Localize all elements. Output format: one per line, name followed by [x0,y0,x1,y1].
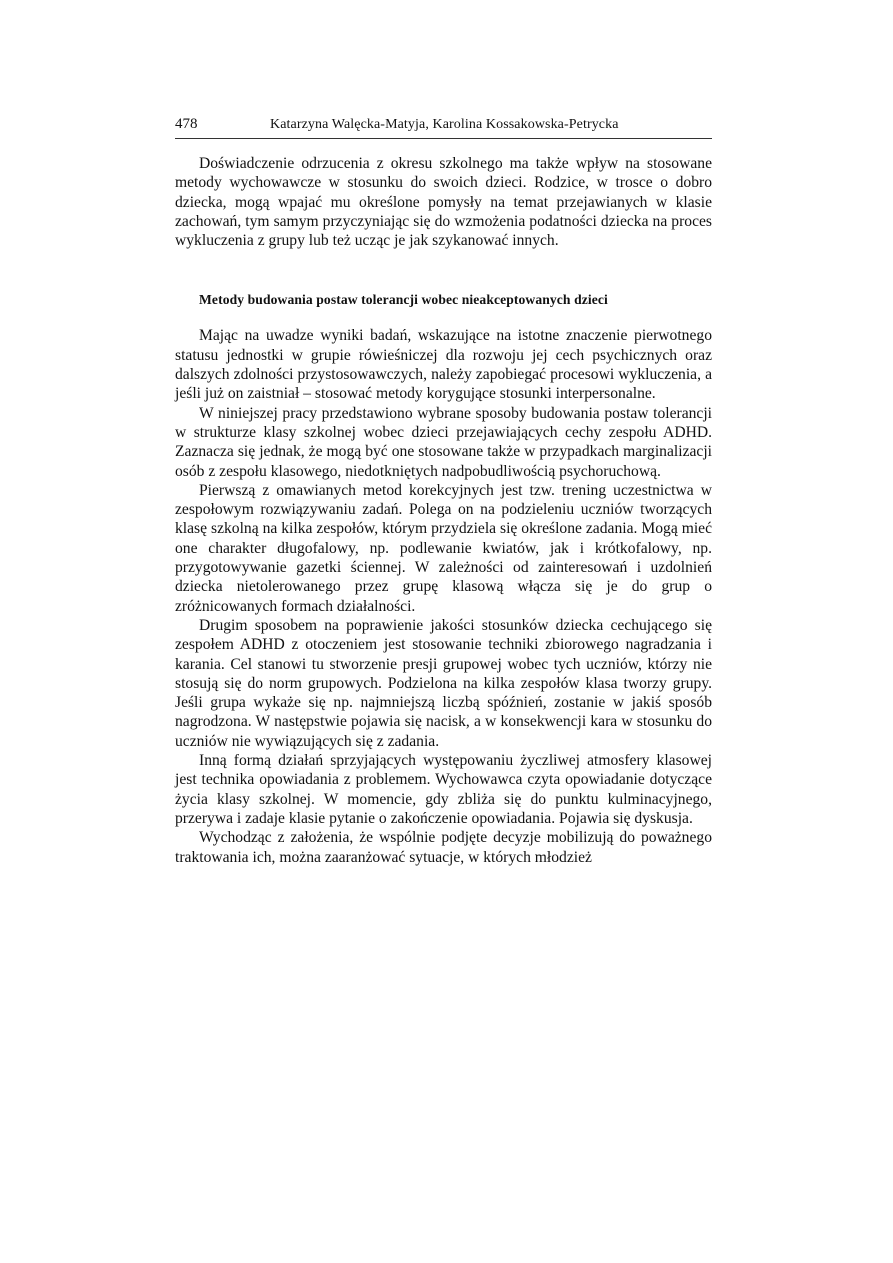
paragraph: Wychodząc z założenia, że wspólnie podjęte decyzje mobilizują do poważnego traktowania ich, można zaaranżować sytuacje, w których młodzież [175,829,712,866]
paragraph: Mając na uwadze wyniki badań, wskazujące na istotne znaczenie pierwotnego statusu jednostki w grupie rówieśniczej dla rozwoju jej cech psychicznych oraz dalszych zdolności przystosowawczych, należy zapobiegać procesowi wykluczenia, a jeśli już on zaistniał – stosować metody korygujące stosunki interpersonalne. [175,327,712,403]
document-page [175,116,712,867]
paragraph: Inną formą działań sprzyjających występowaniu życzliwej atmosfery klasowej jest technika opowiadania z problemem. Wychowawca czyta opowiadanie dotyczące życia klasy szkolnej. W momencie, gdy zbliża się do punktu kulminacyjnego, przerywa i zadaje klasie pytanie o zakończenie opowiadania. Pojawia się dyskusja. [175,752,712,827]
body-text [175,154,712,867]
page-number: 478 [175,116,198,132]
paragraph: W niniejszej pracy przedstawiono wybrane sposoby budowania postaw tolerancji w strukturze klasy szkolnej wobec dzieci przejawiających cechy zespołu ADHD. Zaznacza się jednak, że mogą być one stosowane także w przypadkach marginalizacji osób z zespołu klasowego, niedotkniętych nadpobudliwością psychoruchową. [175,404,712,480]
running-header-authors: Katarzyna Walęcka-Matyja, Karolina Kossakowska-Petrycka [270,117,619,132]
running-header [175,116,712,139]
paragraph: Drugim sposobem na poprawienie jakości stosunków dziecka cechującego się zespołem ADHD z otoczeniem jest stosowanie techniki zbiorowego nagradzania i karania. Cel stanowi tu stworzenie presji grupowej wobec tych uczniów, którzy nie stosują się do norm grupowych. Podzielona na kilka zespołów klasa tworzy grupy. Jeśli grupa wykaże się np. najmniejszą liczbą spóźnień, zostanie w jakiś sposób nagrodzona. W następstwie pojawia się nacisk, a w konsekwencji kara w stosunku do uczniów nie wywiązujących się z zadania. [175,616,712,750]
paragraph: Doświadczenie odrzucenia z okresu szkolnego ma także wpływ na stosowane metody wychowawcze w stosunku do swoich dzieci. Rodzice, w trosce o dobro dziecka, mogą wpajać mu określone pomysły na temat przejawianych w klasie zachowań, tym samym przyczyniając się do wzmożenia podatności dziecka na proces wykluczenia z grupy lub też ucząc je jak szykanować innych. [175,155,712,250]
section-heading: Metody budowania postaw tolerancji wobec nieakceptowanych dzieci [199,292,608,308]
paragraph: Pierwszą z omawianych metod korekcyjnych jest tzw. trening uczestnictwa w zespołowym rozwiązywaniu zadań. Polega on na podzieleniu uczniów tworzących klasę szkolną na kilka zespołów, którym przydziela się określone zadania. Mogą mieć one charakter długofalowy, np. podlewanie kwiatów, jak i krótkofalowy, np. przygotowywanie gazetki ściennej. W zależności od zainteresowań i uzdolnień dziecka nietolerowanego przez grupę klasową włącza się je do grup o zróżnicowanych formach działalności. [175,481,712,615]
